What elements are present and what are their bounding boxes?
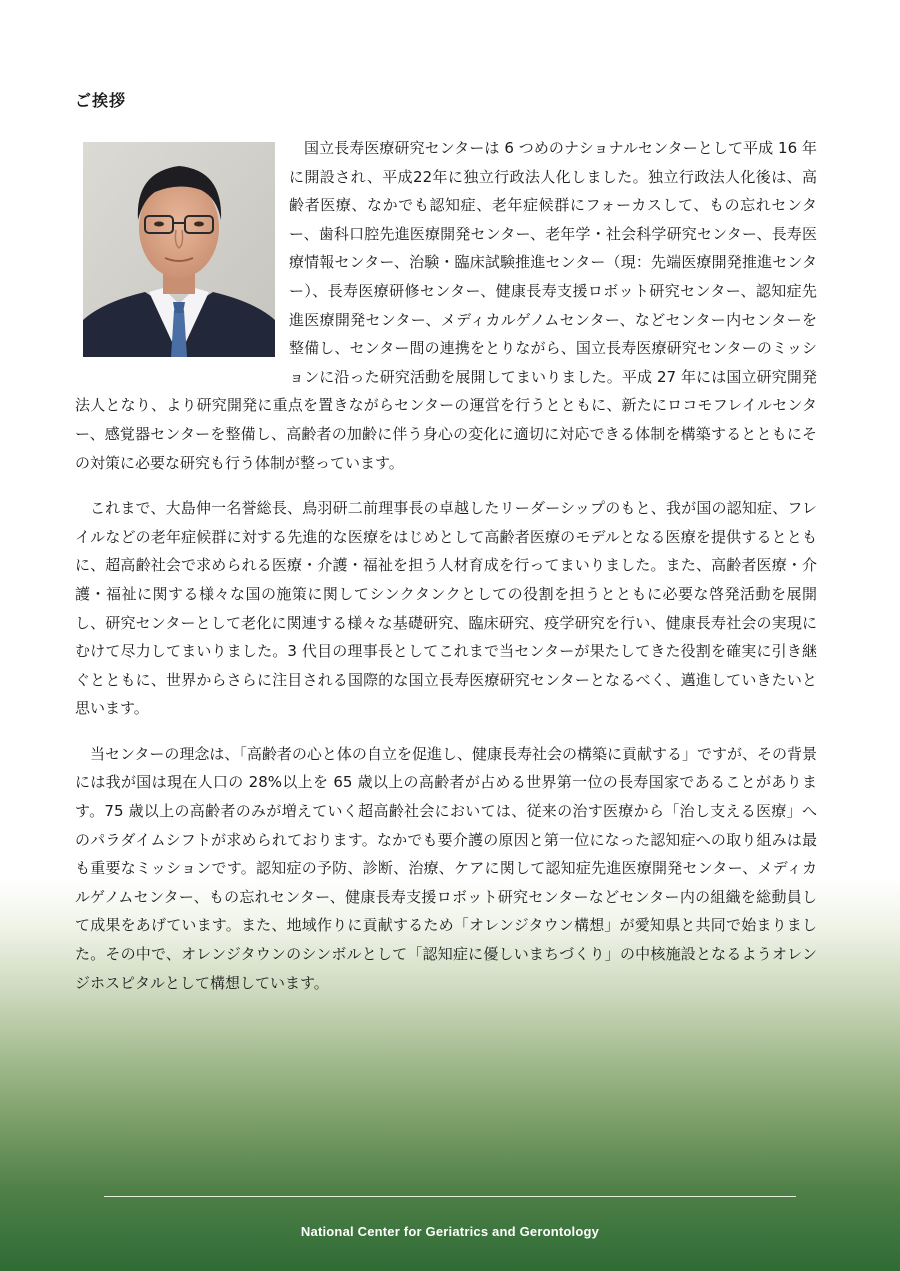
greeting-body — [75, 134, 817, 997]
footer-divider — [104, 1196, 796, 1197]
footer-organization-name: National Center for Geriatrics and Gerontology — [300, 1224, 600, 1239]
paragraph-2: これまで、大島伸一名誉総長、鳥羽研二前理事長の卓越したリーダーシップのもと、我が国の認知症、フレイルなどの老年症候群に対する先進的な医療をはじめとして高齢者医療のモデルとなる医療を提供するとともに、超高齢社会で求められる医療・介護・福祉を担う人材育成を行ってまいりました。また、高齢者医療・介護・福祉に関する様々な国の施策に関してシンクタンクとしての役割を担うとともに必要な啓発活動を展開し、研究センターとして老化に関連する様々な基礎研究、臨床研究、疫学研究を行い、健康長寿社会の実現にむけて尽力してまいりました。3 代目の理事長としてこれまで当センターが果たしてきた役割を確実に引き継ぐとともに、世界からさらに注目される国際的な国立長寿医療研究センターとなるべく、邁進していきたいと思います。 — [75, 499, 817, 718]
paragraph-1: 国立長寿医療研究センターは 6 つめのナショナルセンターとして平成 16 年に開設され、平成22年に独立行政法人化しました。独立行政法人化後は、高齢者医療、なかでも認知症、老年症候群にフォーカスして、もの忘れセンター、歯科口腔先進医療開発センター、老年学・社会科学研究センター、長寿医療情報センター、治験・臨床試験推進センター（現：先端医療開発推進センター）、長寿医療研修センター、健康長寿支援ロボット研究センター、認知症先進医療開発センター、メディカルゲノムセンター、などセンター内センターを整備し、センター間の連携をとりながら、国立長寿医療研究センターのミッションに沿った研究活動を展開してまいりました。平成 27 年には国立研究開発法人となり、より研究開発に重点を置きながらセンターの運営を行うとともに、新たにロコモフレイルセンター、感覚器センターを整備し、高齢者の加齢に伴う身心の変化に適切に対応できる体制を構築するとともにその対策に必要な研究も行う体制が整っています。 — [75, 139, 817, 472]
page-title: ご挨拶 — [75, 91, 127, 110]
director-portrait — [83, 142, 275, 357]
paragraph-3: 当センターの理念は、「高齢者の心と体の自立を促進し、健康長寿社会の構築に貢献する」ですが、その背景には我が国は現在人口の 28%以上を 65 歳以上の高齢者が占める世界第一位の長寿国家であることがあります。75 歳以上の高齢者のみが増えていく超高齢社会においては、従来の治す医療から「治し支える医療」へのパラダイムシフトが求められております。なかでも要介護の原因と第一位になった認知症への取り組みは最も重要なミッションです。認知症の予防、診断、治療、ケアに関して認知症先進医療開発センター、メディカルゲノムセンター、もの忘れセンター、健康長寿支援ロボット研究センターなどセンター内の組織を総動員して成果をあげています。また、地域作りに貢献するため「オレンジタウン構想」が愛知県と共同で始まりました。その中で、オレンジタウンのシンボルとして「認知症に優しいまちづくり」の中核施設となるようオレンジホスピタルとして構想しています。 — [75, 744, 817, 992]
